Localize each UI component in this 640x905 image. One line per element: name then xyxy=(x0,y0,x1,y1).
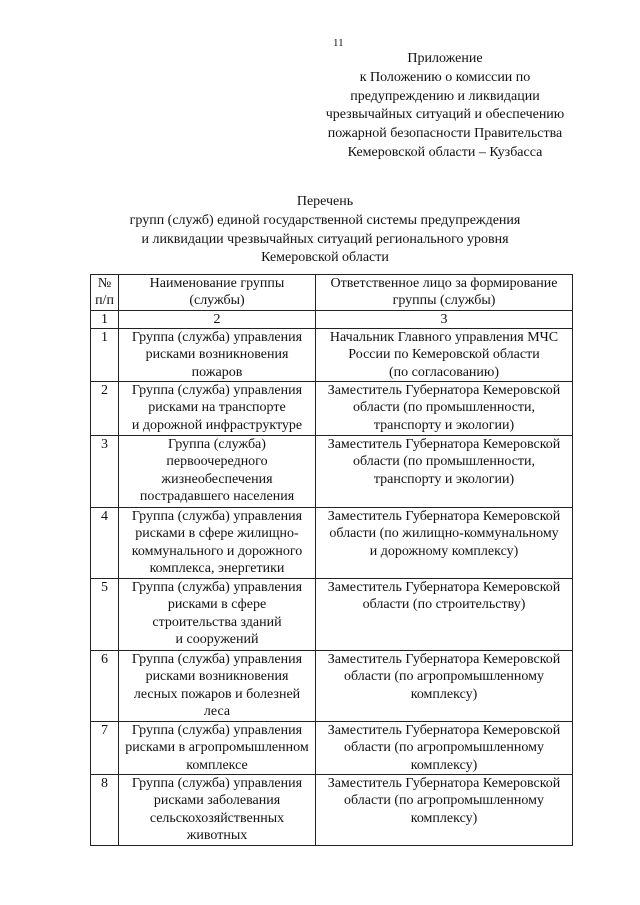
row-group: Группа (служба) управления рисками возникновения лесных пожаров и болезней леса xyxy=(119,651,316,722)
column-number: 3 xyxy=(316,311,573,329)
appendix-line: пожарной безопасности Правительства xyxy=(327,126,563,142)
table-row xyxy=(91,508,573,579)
table-row xyxy=(91,436,573,508)
table-row xyxy=(91,382,573,436)
document-title xyxy=(80,193,570,268)
appendix-line: Кемеровской области – Кузбасса xyxy=(347,144,543,160)
row-group: Группа (служба) управления рисками в сфере жилищно- коммунального и дорожного комплекса, энергетики xyxy=(119,508,316,579)
table-row xyxy=(91,722,573,775)
title-line: групп (служб) единой государственной системы предупреждения xyxy=(129,212,521,228)
header-row xyxy=(91,275,573,311)
header-num: № п/п xyxy=(91,275,119,311)
row-group: Группа (служба) управления рисками заболевания сельскохозяйственных животных xyxy=(119,775,316,846)
column-number: 2 xyxy=(119,311,316,329)
row-group: Группа (служба) управления рисками на транспорте и дорожной инфраструктуре xyxy=(119,382,316,436)
row-responsible: Заместитель Губернатора Кемеровской области (по промышленности, транспорту и экологии) xyxy=(316,436,573,508)
appendix-line: Приложение xyxy=(407,51,483,66)
title-line: Перечень xyxy=(296,194,354,209)
row-num: 5 xyxy=(91,579,119,651)
groups-table xyxy=(90,274,573,846)
row-responsible: Заместитель Губернатора Кемеровской области (по агропромышленному комплексу) xyxy=(316,775,573,846)
table-row xyxy=(91,651,573,722)
table-row xyxy=(91,329,573,382)
row-responsible: Заместитель Губернатора Кемеровской области (по агропромышленному комплексу) xyxy=(316,722,573,775)
appendix-block xyxy=(300,50,590,163)
row-num: 7 xyxy=(91,722,119,775)
row-responsible: Заместитель Губернатора Кемеровской области (по жилищно-коммунальному и дорожному комплексу) xyxy=(316,508,573,579)
row-group: Группа (служба) первоочередного жизнеобеспечения пострадавшего населения xyxy=(119,436,316,508)
appendix-line: к Положению о комиссии по xyxy=(359,69,531,85)
title-line: Кемеровской области xyxy=(261,250,389,266)
page-number: 11 xyxy=(333,37,344,49)
row-num: 4 xyxy=(91,508,119,579)
row-num: 1 xyxy=(91,329,119,382)
row-num: 8 xyxy=(91,775,119,846)
table-row xyxy=(91,579,573,651)
header-responsible: Ответственное лицо за формирование группы (службы) xyxy=(316,275,573,311)
row-num: 3 xyxy=(91,436,119,508)
column-number-row xyxy=(91,311,573,329)
appendix-line: предупреждению и ликвидации xyxy=(350,88,540,104)
column-number: 1 xyxy=(91,311,119,329)
row-group: Группа (служба) управления рисками в агропромышленном комплексе xyxy=(119,722,316,775)
appendix-line: чрезвычайных ситуаций и обеспечению xyxy=(325,107,565,123)
row-group: Группа (служба) управления рисками в сфере строительства зданий и сооружений xyxy=(119,579,316,651)
row-responsible: Заместитель Губернатора Кемеровской области (по агропромышленному комплексу) xyxy=(316,651,573,722)
header-group: Наименование группы (службы) xyxy=(119,275,316,311)
table-row xyxy=(91,775,573,846)
row-num: 6 xyxy=(91,651,119,722)
row-num: 2 xyxy=(91,382,119,436)
row-responsible: Заместитель Губернатора Кемеровской области (по строительству) xyxy=(316,579,573,651)
row-responsible: Начальник Главного управления МЧС России по Кемеровской области (по согласованию) xyxy=(316,329,573,382)
row-group: Группа (служба) управления рисками возникновения пожаров xyxy=(119,329,316,382)
row-responsible: Заместитель Губернатора Кемеровской области (по промышленности, транспорту и экологии) xyxy=(316,382,573,436)
title-line: и ликвидации чрезвычайных ситуаций регионального уровня xyxy=(141,231,509,247)
